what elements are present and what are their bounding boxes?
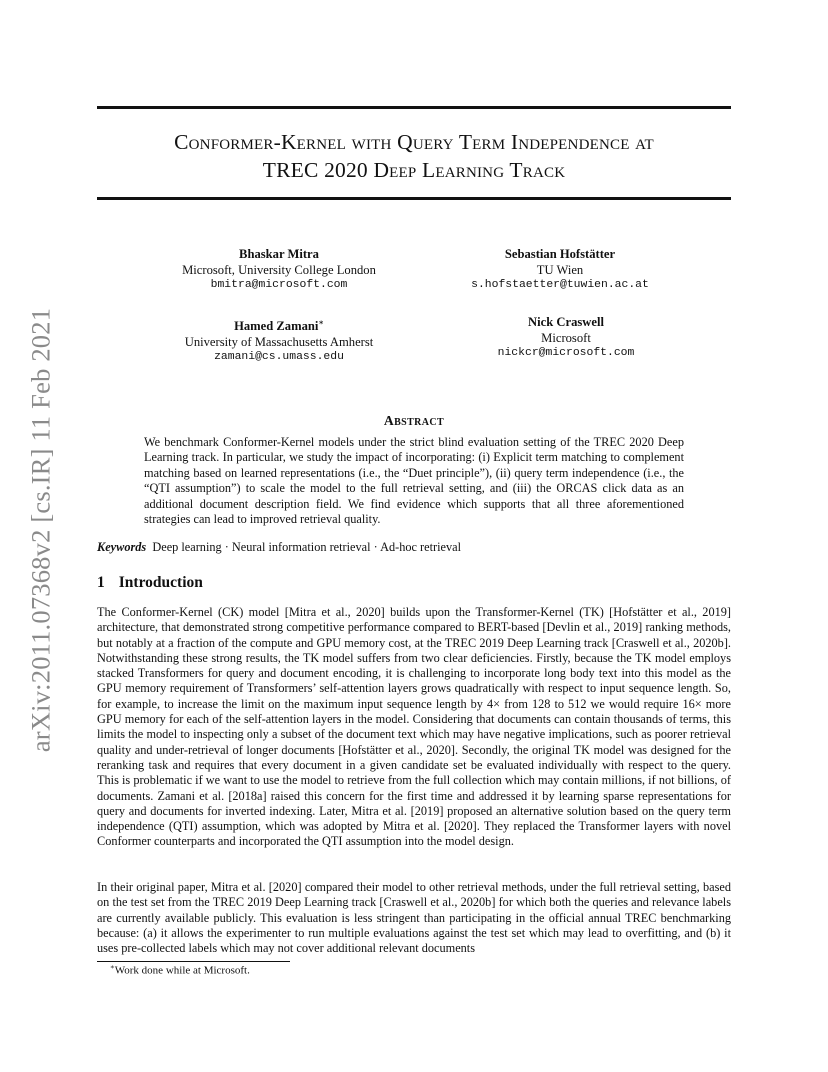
footnote-text: Work done while at Microsoft. <box>114 964 250 977</box>
keywords-text: Deep learning · Neural information retrieval · Ad-hoc retrieval <box>152 540 462 554</box>
paper-title <box>97 128 731 184</box>
title-line-2: TREC 2020 Deep Learning Track <box>262 158 566 182</box>
title-rule-bottom <box>97 197 731 200</box>
author-block <box>139 247 419 294</box>
author-affiliation: Microsoft, University College London <box>182 262 376 277</box>
author-name: Nick Craswell <box>528 315 604 329</box>
author-affiliation: Microsoft <box>541 330 591 345</box>
abstract-heading: Abstract <box>383 413 445 428</box>
author-block <box>420 247 700 294</box>
abstract-body: We benchmark Conformer-Kernel models under the strict blind evaluation setting of the TREC 2020 Deep Learning track. In particular, we study the impact of incorporating: (i) Explicit term matching to complement matching based on learned representations (i.e., the “Duet principle”), (ii) query term independence (i.e., the “QTI assumption”) to scale the model to the full retrieval setting, and (iii) the ORCAS click data as an additional document description field. We find evidence which supports that all three aforementioned strategies can lead to improved retrieval quality. <box>144 435 684 527</box>
author-name: Bhaskar Mitra <box>239 247 319 261</box>
intro-paragraph-1: The Conformer-Kernel (CK) model [Mitra et al., 2020] builds upon the Transformer-Kernel (TK) [Hofstätter et al., 2019] architecture, that demonstrated strong competitive performance compared to BERT-based [Devlin et al., 2019] ranking methods, but notably at a fraction of the compute and GPU memory cost, at the TREC 2019 Deep Learning track [Craswell et al., 2020b]. Notwithstanding these strong results, the TK model suffers from two clear deficiencies. Firstly, because the TK model employs stacked Transformers for query and document encoding, it is challenging to incorporate long body text into this model as the GPU memory requirement of Transformers’ self-attention layers grows quadratically with respect to input sequence length. So, for example, to increase the limit on the maximum input sequence length by 4× from 128 to 512 we would require 16× more GPU memory for each of the self-attention layers in the model. Considering that documents can contain thousands of terms, this limits the model to inspecting only a subset of the document text which may have negative implications, such as poorer retrieval quality and under-retrieval of longer documents [Hofstätter et al., 2020]. Secondly, the original TK model was designed for the reranking task and requires that every document in a given candidate set be evaluated individually with respect to the query. This is problematic if we want to use the model to retrieve from the full collection which may contain millions, if not billions, of documents. Zamani et al. [2018a] raised this concern for the first time and addressed it by learning sparse representations for query and documents for inverted indexing. Later, Mitra et al. [2019] proposed an alternative solution based on the query term independence (QTI) assumption, which was adopted by Mitra et al. [2020]. They replaced the Transformer layers with novel Conformer counterparts and incorporated the QTI assumption into the model design. <box>97 605 731 849</box>
arxiv-sidebar-stamp: arXiv:2011.07368v2 [cs.IR] 11 Feb 2021 <box>25 307 56 753</box>
author-name: Sebastian Hofstätter <box>504 247 616 261</box>
author-email: zamani@cs.umass.edu <box>214 351 344 364</box>
author-email: nickcr@microsoft.com <box>497 347 635 360</box>
title-line-1: Conformer-Kernel with Query Term Independence at <box>174 130 654 154</box>
section-heading <box>97 574 203 592</box>
author-block <box>426 315 706 362</box>
author-email: bmitra@microsoft.com <box>210 279 348 292</box>
author-affiliation: University of Massachusetts Amherst <box>184 334 374 349</box>
keywords-label: Keywords <box>97 540 147 554</box>
footnote <box>110 963 250 977</box>
intro-paragraph-2: In their original paper, Mitra et al. [2020] compared their model to other retrieval methods, under the full retrieval setting, based on the test set from the TREC 2019 Deep Learning track [Craswell et al., 2020b] for which both the queries and relevance labels are currently available publicly. This evaluation is less stringent than participating in the official annual TREC benchmarking because: (a) it allows the experimenter to run multiple evaluations against the test set which may lead to overfitting, and (b) it uses pre-collected labels which may not cover additional relevant documents <box>97 880 731 956</box>
author-block <box>139 315 419 366</box>
footnote-mark: ∗ <box>110 963 115 971</box>
keywords-line <box>97 540 731 555</box>
title-rule-top <box>97 106 731 109</box>
author-name: Hamed Zamani <box>234 319 319 334</box>
section-number: 1 <box>97 574 105 591</box>
footnote-rule <box>97 961 290 962</box>
author-email: s.hofstaetter@tuwien.ac.at <box>471 279 649 292</box>
footnote-marker: ∗ <box>318 318 324 327</box>
author-affiliation: TU Wien <box>536 262 584 277</box>
section-title: Introduction <box>118 574 203 591</box>
